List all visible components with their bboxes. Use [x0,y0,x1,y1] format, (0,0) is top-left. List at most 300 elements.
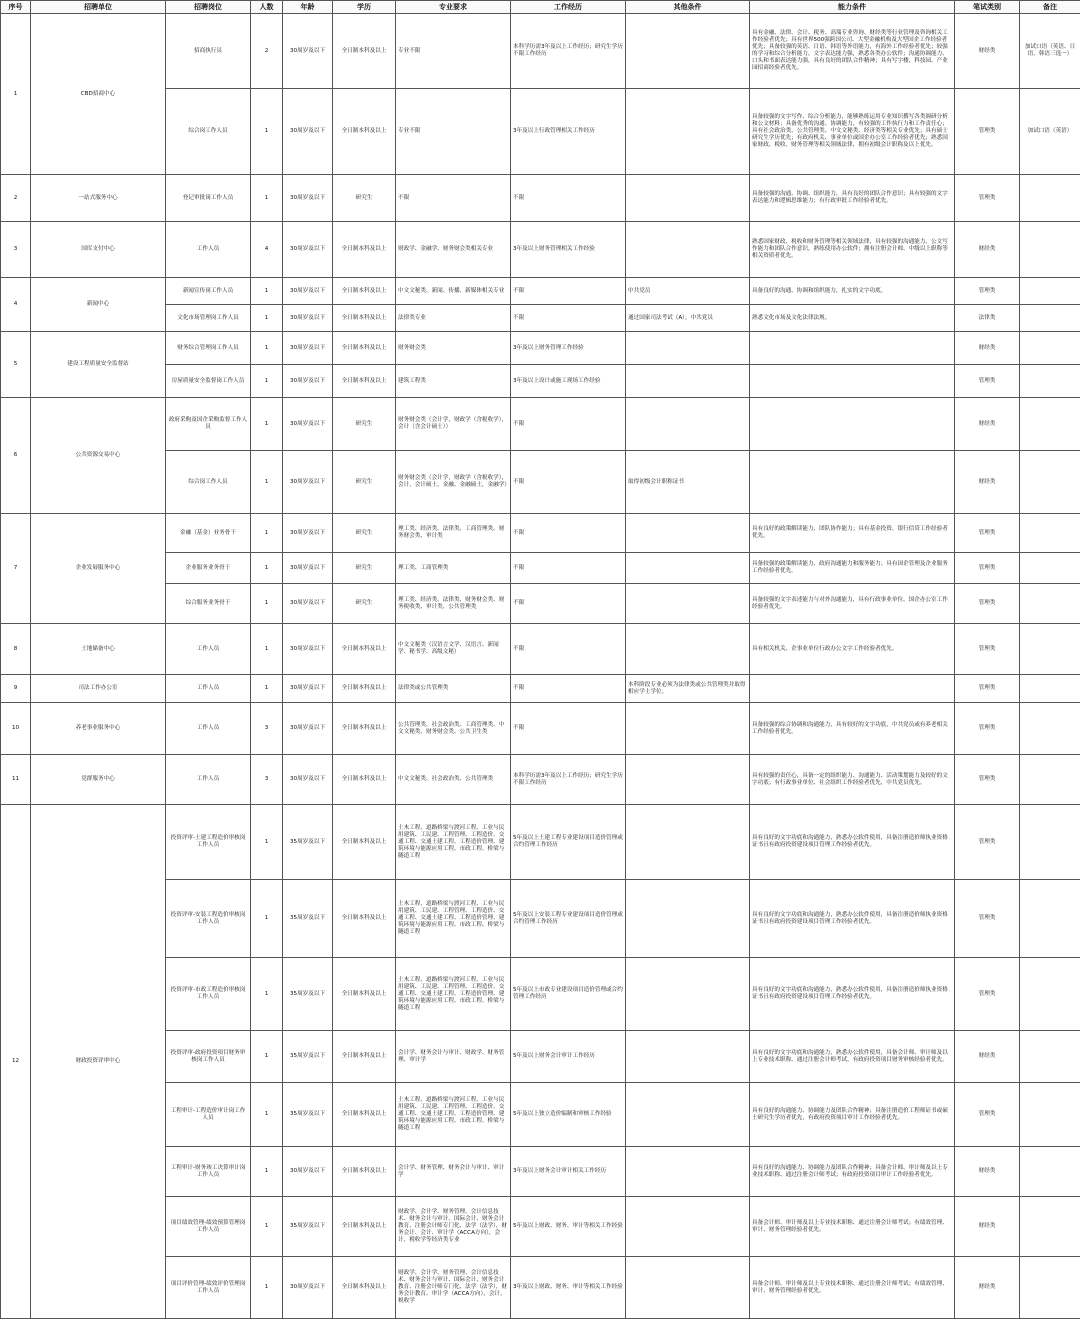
note-cell [1020,553,1080,584]
serial-number-cell: 4 [1,278,31,332]
ability-cell: 具有较强的责任心，具备一定的组织能力、沟通能力、活动策划能力及较好的文字功底；有行政事业单位、社会组织工作经验者优先，中共党员优先。 [750,755,955,805]
ability-cell: 具备较强的沟通、协调、组织能力，具有良好的团队合作意识；具有较强的文字表达能力和逻辑思维能力；有行政审批工作经验者优先。 [750,175,955,222]
note-cell [1020,278,1080,305]
post-cell: 投资评审-市政工程造价审核岗工作人员 [166,958,251,1031]
exam-type-cell: 财经类 [955,1031,1020,1083]
major-cell: 专业不限 [396,14,511,89]
education-cell: 全日制本科及以上 [333,675,396,703]
post-cell: 工作人员 [166,675,251,703]
post-cell: 金融（基金）业务骨干 [166,514,251,553]
exam-type-cell: 管理类 [955,175,1020,222]
age-cell: 30周岁及以下 [283,175,333,222]
table-row [1,332,1080,365]
header-major: 专业要求 [396,1,511,14]
experience-cell: 5年及以上市政专业建设项目造价管理或合约管理工作经历 [511,958,626,1031]
unit-cell: 企业发展服务中心 [31,514,166,624]
age-cell: 30周岁及以下 [283,305,333,332]
header-ability: 能力条件 [750,1,955,14]
post-cell: 财务综合管理岗工作人员 [166,332,251,365]
experience-cell: 不限 [511,398,626,451]
ability-cell [750,398,955,451]
note-cell [1020,584,1080,624]
count-cell: 4 [251,222,283,278]
education-cell: 研究生 [333,553,396,584]
count-cell: 1 [251,1197,283,1257]
ability-cell: 具备较强的文字表述能力与对外沟通能力，具有行政事业单位、国企办公室工作经验者优先。 [750,584,955,624]
age-cell: 30周岁及以下 [283,755,333,805]
experience-cell: 3年及以上行政管理相关工作经历 [511,89,626,175]
note-cell [1020,222,1080,278]
count-cell: 1 [251,332,283,365]
experience-cell: 不限 [511,175,626,222]
post-cell: 工作人员 [166,703,251,755]
age-cell: 30周岁及以下 [283,703,333,755]
exam-type-cell: 财经类 [955,1147,1020,1197]
major-cell: 中文文秘类、新闻、传播、新媒体相关专业 [396,278,511,305]
note-cell: 加试口语（英语、日语、韩语三选一） [1020,14,1080,89]
exam-type-cell: 管理类 [955,703,1020,755]
count-cell: 3 [251,755,283,805]
count-cell: 1 [251,880,283,958]
major-cell: 财务财会类（会计学，财政学（含税收学），会计（含会计硕士）） [396,398,511,451]
exam-type-cell: 财经类 [955,222,1020,278]
age-cell: 35周岁及以下 [283,1031,333,1083]
age-cell: 30周岁及以下 [283,553,333,584]
experience-cell: 本科学历需3年及以上工作经历；研究生学历不限工作经历 [511,755,626,805]
experience-cell: 不限 [511,675,626,703]
serial-number-cell: 10 [1,703,31,755]
exam-type-cell: 财经类 [955,332,1020,365]
major-cell: 财务财会类 [396,332,511,365]
note-cell [1020,805,1080,880]
table-row [1,398,1080,451]
ability-cell: 具备会计师、审计师及以上专业技术职称、通过注册会计师考试；有绩效管理、审计、财务管理经验者优先。 [750,1257,955,1319]
ability-cell [750,332,955,365]
note-cell [1020,398,1080,451]
count-cell: 1 [251,278,283,305]
header-unit: 招聘单位 [31,1,166,14]
other-cell [626,14,750,89]
education-cell: 全日制本科及以上 [333,332,396,365]
exam-type-cell: 管理类 [955,365,1020,398]
note-cell [1020,675,1080,703]
major-cell: 土木工程、道路桥梁与渡河工程、工业与民用建筑、工民建、工程管理、工程造价、交通工程、交通土建工程、工程造价管理、建筑环境与能源应用工程、市政工程、桥梁与隧道工程 [396,880,511,958]
header-exam-type: 笔试类别 [955,1,1020,14]
age-cell: 30周岁及以下 [283,89,333,175]
note-cell [1020,332,1080,365]
serial-number-cell: 3 [1,222,31,278]
exam-type-cell: 管理类 [955,805,1020,880]
ability-cell: 熟悉国家财政、税收和财务管理等相关领域法律，具有较强的沟通能力、公文写作能力和团队合作意识，熟练使用办公软件；拥有注册会计师、中级以上职称等相关资质者优先。 [750,222,955,278]
header-other: 其他条件 [626,1,750,14]
post-cell: 登记审批岗工作人员 [166,175,251,222]
major-cell: 理工类、工商管理类 [396,553,511,584]
other-cell [626,584,750,624]
post-cell: 工作人员 [166,222,251,278]
exam-type-cell: 管理类 [955,1083,1020,1147]
unit-cell: 司法工作办公室 [31,675,166,703]
exam-type-cell: 管理类 [955,514,1020,553]
exam-type-cell: 管理类 [955,675,1020,703]
education-cell: 全日制本科及以上 [333,14,396,89]
age-cell: 30周岁及以下 [283,675,333,703]
post-cell: 投资评审-政府投资项目财务审核岗工作人员 [166,1031,251,1083]
post-cell: 招商执行员 [166,14,251,89]
other-cell [626,1147,750,1197]
education-cell: 全日制本科及以上 [333,1147,396,1197]
experience-cell: 3年及以上设计或施工现场工作经验 [511,365,626,398]
note-cell: 加试口语（英语） [1020,89,1080,175]
education-cell: 全日制本科及以上 [333,624,396,675]
experience-cell: 5年及以上独立造价编制和审核工作经验 [511,1083,626,1147]
count-cell: 3 [251,703,283,755]
major-cell: 理工类、经济类、法律类、工商管理类、财务财会类、审计类 [396,514,511,553]
unit-cell: 党群服务中心 [31,755,166,805]
post-cell: 综合服务业务骨干 [166,584,251,624]
count-cell: 1 [251,553,283,584]
other-cell: 通过国家司法考试（A），中共党员 [626,305,750,332]
note-cell [1020,624,1080,675]
post-cell: 项目评价管理-绩效评价管理岗工作人员 [166,1257,251,1319]
age-cell: 35周岁及以下 [283,880,333,958]
ability-cell: 具有良好的文字功底和沟通能力，熟悉办公软件使用，具备注册造价师执业资格证书且有政府投资建设项目管理工作经验者优先。 [750,958,955,1031]
ability-cell: 具有良好的沟通能力、协调能力及团队合作精神；具备注册造价工程师证书或硕士研究生学历者优先，有政府投资项目审计工作经验者优先。 [750,1083,955,1147]
unit-cell: 财政投资评审中心 [31,805,166,1319]
count-cell: 1 [251,1083,283,1147]
education-cell: 全日制本科及以上 [333,880,396,958]
experience-cell: 不限 [511,553,626,584]
count-cell: 1 [251,584,283,624]
other-cell [626,398,750,451]
table-row [1,175,1080,222]
other-cell [626,89,750,175]
age-cell: 30周岁及以下 [283,332,333,365]
age-cell: 30周岁及以下 [283,365,333,398]
major-cell: 土木工程、道路桥梁与渡河工程、工业与民用建筑、工民建、工程管理、工程造价、交通工程、交通土建工程、工程造价管理、建筑环境与能源应用工程、市政工程、桥梁与隧道工程 [396,958,511,1031]
count-cell: 1 [251,805,283,880]
education-cell: 研究生 [333,514,396,553]
experience-cell: 5年及以上财务会计审计工作经历 [511,1031,626,1083]
serial-number-cell: 12 [1,805,31,1319]
exam-type-cell: 管理类 [955,278,1020,305]
other-cell [626,1083,750,1147]
other-cell: 本科阶段专业必须为法律类或公共管理类并取得相应学士学位。 [626,675,750,703]
major-cell: 中文文秘类（汉语言文学、汉语言、新闻学、秘书学、高级文秘） [396,624,511,675]
ability-cell: 具备较强的文字写作、综合分析能力，能够熟练运用专业知识撰写各类调研分析和公文材料；具备优秀的沟通、协调能力，有较强的工作执行力和工作责任心；具有社会政治类、公共管理类、中文文秘类、经济类等相关专业优先；具有硕士研究生学历优先；有政府机关、事业单位或国企办公室工作经验者优先；熟悉国家财政、税收、财务管理等相关领域法律，拥有初级会计职称及以上优先。 [750,89,955,175]
other-cell [626,553,750,584]
other-cell [626,1031,750,1083]
experience-cell: 不限 [511,305,626,332]
exam-type-cell: 管理类 [955,584,1020,624]
count-cell: 1 [251,305,283,332]
other-cell [626,222,750,278]
exam-type-cell: 管理类 [955,89,1020,175]
header-education: 学历 [333,1,396,14]
header-age: 年龄 [283,1,333,14]
education-cell: 全日制本科及以上 [333,222,396,278]
education-cell: 全日制本科及以上 [333,1083,396,1147]
count-cell: 1 [251,675,283,703]
unit-cell: 建设工程质量安全监督站 [31,332,166,398]
age-cell: 35周岁及以下 [283,1083,333,1147]
note-cell [1020,1197,1080,1257]
education-cell: 全日制本科及以上 [333,365,396,398]
ability-cell: 具有良好的沟通能力、协调能力及团队合作精神；具备会计师、审计师及以上专业技术职称、通过注册会计师考试；有政府投资项目审计工作经验者优先。 [750,1147,955,1197]
count-cell: 1 [251,89,283,175]
education-cell: 全日制本科及以上 [333,1031,396,1083]
ability-cell [750,451,955,514]
table-row [1,675,1080,703]
ability-cell: 熟悉文化市场及文化法律法规。 [750,305,955,332]
other-cell [626,1197,750,1257]
age-cell: 35周岁及以下 [283,958,333,1031]
count-cell: 1 [251,175,283,222]
age-cell: 35周岁及以下 [283,805,333,880]
table-row [1,222,1080,278]
unit-cell: 公共资源交易中心 [31,398,166,514]
note-cell [1020,305,1080,332]
table-body [1,14,1080,1319]
count-cell: 1 [251,1031,283,1083]
exam-type-cell: 财经类 [955,398,1020,451]
unit-cell: CBD招商中心 [31,14,166,175]
experience-cell: 3年及以上财务管理工作经验 [511,332,626,365]
table-row [1,703,1080,755]
other-cell: 中共党员 [626,278,750,305]
age-cell: 30周岁及以下 [283,451,333,514]
ability-cell: 具备较强的政策解读能力、政府沟通能力和服务能力；具有国企管理及企业服务工作经验者优先。 [750,553,955,584]
experience-cell: 不限 [511,624,626,675]
age-cell: 30周岁及以下 [283,1257,333,1319]
major-cell: 法律类或公共管理类 [396,675,511,703]
unit-cell: 土地储备中心 [31,624,166,675]
education-cell: 全日制本科及以上 [333,305,396,332]
age-cell: 30周岁及以下 [283,514,333,553]
education-cell: 全日制本科及以上 [333,278,396,305]
education-cell: 全日制本科及以上 [333,89,396,175]
ability-cell: 具备会计师、审计师及以上专业技术职称、通过注册会计师考试；有绩效管理、审计、财务管理经验者优先。 [750,1197,955,1257]
other-cell [626,332,750,365]
post-cell: 投资评审-安装工程造价审核岗工作人员 [166,880,251,958]
experience-cell: 3年及以上财务管理相关工作经验 [511,222,626,278]
note-cell [1020,880,1080,958]
count-cell: 1 [251,624,283,675]
count-cell: 1 [251,958,283,1031]
table-row [1,755,1080,805]
major-cell: 会计学、财务会计与审计、财政学、财务管理、审计学 [396,1031,511,1083]
ability-cell: 具有相关机关、企事业单位行政办公文字工作经验者优先。 [750,624,955,675]
exam-type-cell: 财经类 [955,1197,1020,1257]
exam-type-cell: 财经类 [955,451,1020,514]
ability-cell: 具有金融、法律、会计、税务、高端专业咨询、财经类等行业管理及咨询相关工作经验者优先；具有世界500强跨国公司、大型金融机构及大型国企工作经验者优先；具备较强的英语、日语、韩语等外语能力，有海外工作经验者优先；较强的学习和综合分析能力，文字表达能力强，熟悉各类办公软件；沟通协调能力、口头和书面表达能力强，具有良好的团队合作精神；具有写字楼、科技园、产业园招商经验者优先。 [750,14,955,89]
major-cell: 财政学、会计学、财务管理、会计信息技术、财务会计与审计、国际会计、财务会计教育、注册会计师专门化、法学（法学），财务会计、会计、审计学（ACCA方向），会计，税收学等经济类专业 [396,1197,511,1257]
serial-number-cell: 2 [1,175,31,222]
age-cell: 30周岁及以下 [283,624,333,675]
education-cell: 全日制本科及以上 [333,958,396,1031]
age-cell: 30周岁及以下 [283,278,333,305]
serial-number-cell: 9 [1,675,31,703]
major-cell: 财务财会类（会计学，财政学（含税收学），会计，会计硕士，金融、金融硕士，金融学） [396,451,511,514]
education-cell: 全日制本科及以上 [333,1197,396,1257]
note-cell [1020,1083,1080,1147]
post-cell: 工程审计-财务竣工决算审计岗工作人员 [166,1147,251,1197]
other-cell [626,175,750,222]
exam-type-cell: 财经类 [955,1257,1020,1319]
note-cell [1020,451,1080,514]
major-cell: 公共管理类、社会政治类、工商管理类、中文文秘类、财务财会类、公共卫生类 [396,703,511,755]
ability-cell: 具有良好的文字功底和沟通能力，熟悉办公软件使用，具备注册造价师执业资格证书且有政府投资建设项目管理工作经验者优先。 [750,880,955,958]
age-cell: 30周岁及以下 [283,1147,333,1197]
major-cell: 土木工程、道路桥梁与渡河工程、工业与民用建筑、工民建、工程管理、工程造价、交通工程、交通土建工程、工程造价管理、建筑环境与能源应用工程、市政工程、桥梁与隧道工程 [396,1083,511,1147]
table-row [1,514,1080,553]
education-cell: 研究生 [333,451,396,514]
major-cell: 建筑工程类 [396,365,511,398]
note-cell [1020,958,1080,1031]
ability-cell: 具有良好的政策解读能力、团队协作能力；具有基金投资、银行信贷工作经验者优先。 [750,514,955,553]
education-cell: 研究生 [333,175,396,222]
education-cell: 研究生 [333,398,396,451]
age-cell: 30周岁及以下 [283,398,333,451]
experience-cell: 3年及以上财务会计审计相关工作经历 [511,1147,626,1197]
count-cell: 2 [251,14,283,89]
count-cell: 1 [251,514,283,553]
note-cell [1020,755,1080,805]
unit-cell: 新闻中心 [31,278,166,332]
experience-cell: 本科学历需3年及以上工作经历；研究生学历不限工作经历 [511,14,626,89]
table-row [1,14,1080,89]
other-cell [626,805,750,880]
count-cell: 1 [251,1147,283,1197]
post-cell: 政府采购及国企采购监督工作人员 [166,398,251,451]
exam-type-cell: 管理类 [955,553,1020,584]
serial-number-cell: 7 [1,514,31,624]
note-cell [1020,1147,1080,1197]
ability-cell [750,675,955,703]
header-experience: 工作经历 [511,1,626,14]
experience-cell: 不限 [511,584,626,624]
education-cell: 全日制本科及以上 [333,755,396,805]
post-cell: 工程审计-工程造价审计岗工作人员 [166,1083,251,1147]
header-note: 备注 [1020,1,1080,14]
other-cell: 取得初级会计职称证书 [626,451,750,514]
post-cell: 综合岗工作人员 [166,451,251,514]
major-cell: 财政学、会计学、财务管理、会计信息技术、财务会计与审计、国际会计、财务会计教育、注册会计师专门化、法学（法学），财务会计教育、审计学（ACCA方向），会计，税收学 [396,1257,511,1319]
age-cell: 30周岁及以下 [283,14,333,89]
education-cell: 全日制本科及以上 [333,805,396,880]
major-cell: 土木工程、道路桥梁与渡河工程、工业与民用建筑、工民建、工程管理、工程造价、交通工程、交通土建工程、工程造价管理、建筑环境与能源应用工程、市政工程、桥梁与隧道工程 [396,805,511,880]
exam-type-cell: 管理类 [955,624,1020,675]
major-cell: 理工类、经济类、法律类、财务财会类、财务税收类、审计类、公共管理类 [396,584,511,624]
table-header-row [1,1,1080,14]
major-cell: 会计学、财务管理、财务会计与审计、审计学 [396,1147,511,1197]
header-no: 序号 [1,1,31,14]
exam-type-cell: 管理类 [955,880,1020,958]
major-cell: 财政学、金融学、财务财会类相关专业 [396,222,511,278]
note-cell [1020,1031,1080,1083]
serial-number-cell: 8 [1,624,31,675]
post-cell: 项目绩效管理-绩效预算管理岗工作人员 [166,1197,251,1257]
serial-number-cell: 1 [1,14,31,175]
note-cell [1020,1257,1080,1319]
age-cell: 35周岁及以下 [283,1197,333,1257]
serial-number-cell: 11 [1,755,31,805]
age-cell: 30周岁及以下 [283,584,333,624]
education-cell: 全日制本科及以上 [333,1257,396,1319]
experience-cell: 5年及以上财政、财务、审计等相关工作经验 [511,1197,626,1257]
exam-type-cell: 财经类 [955,14,1020,89]
other-cell [626,624,750,675]
post-cell: 工作人员 [166,624,251,675]
education-cell: 研究生 [333,584,396,624]
header-post: 招聘岗位 [166,1,251,14]
other-cell [626,1257,750,1319]
post-cell: 新闻宣传岗工作人员 [166,278,251,305]
age-cell: 30周岁及以下 [283,222,333,278]
ability-cell: 具有良好的文字功底和沟通能力，熟悉办公软件使用，具备注册造价师执业资格证书且有政府投资建设项目管理工作经验者优先。 [750,805,955,880]
unit-cell: 养老事业服务中心 [31,703,166,755]
major-cell: 法律类专业 [396,305,511,332]
experience-cell: 不限 [511,703,626,755]
exam-type-cell: 法律类 [955,305,1020,332]
post-cell: 投资评审-土建工程造价审核岗工作人员 [166,805,251,880]
serial-number-cell: 6 [1,398,31,514]
count-cell: 1 [251,398,283,451]
post-cell: 企业服务业务骨干 [166,553,251,584]
unit-cell: 国库支付中心 [31,222,166,278]
major-cell: 专业不限 [396,89,511,175]
post-cell: 工作人员 [166,755,251,805]
note-cell [1020,175,1080,222]
education-cell: 全日制本科及以上 [333,703,396,755]
ability-cell: 具有良好的文字功底和沟通能力，熟悉办公软件使用，具备会计师、审计师及以上专业技术职称、通过注册会计师考试，有政府投资项目财务审核经验者优先。 [750,1031,955,1083]
experience-cell: 5年及以上安装工程专业建设项目造价管理或合约管理工作经历 [511,880,626,958]
count-cell: 1 [251,451,283,514]
other-cell [626,514,750,553]
unit-cell: 一站式服务中心 [31,175,166,222]
header-count: 人数 [251,1,283,14]
post-cell: 房屋质量安全监督岗工作人员 [166,365,251,398]
post-cell: 文化市场管理岗工作人员 [166,305,251,332]
other-cell [626,365,750,398]
experience-cell: 不限 [511,514,626,553]
experience-cell: 不限 [511,278,626,305]
other-cell [626,958,750,1031]
other-cell [626,880,750,958]
ability-cell: 具备较强的综合协调和沟通能力，具有较好的文字功底，中共党员或有养老相关工作经验者优先。 [750,703,955,755]
experience-cell: 3年及以上财政、财务、审计等相关工作经验 [511,1257,626,1319]
experience-cell: 不限 [511,451,626,514]
note-cell [1020,514,1080,553]
note-cell [1020,365,1080,398]
serial-number-cell: 5 [1,332,31,398]
table-row [1,805,1080,880]
experience-cell: 5年及以上土建工程专业建设项目造价管理或合约管理工作经历 [511,805,626,880]
post-cell: 综合岗工作人员 [166,89,251,175]
count-cell: 1 [251,1257,283,1319]
note-cell [1020,703,1080,755]
other-cell [626,755,750,805]
major-cell: 不限 [396,175,511,222]
exam-type-cell: 管理类 [955,755,1020,805]
other-cell [626,703,750,755]
ability-cell: 具备良好的沟通、协调和组织能力，扎实的文字功底。 [750,278,955,305]
exam-type-cell: 管理类 [955,958,1020,1031]
ability-cell [750,365,955,398]
table-row [1,624,1080,675]
table-row [1,278,1080,305]
count-cell: 1 [251,365,283,398]
major-cell: 中文文秘类、社会政治类、公共管理类 [396,755,511,805]
